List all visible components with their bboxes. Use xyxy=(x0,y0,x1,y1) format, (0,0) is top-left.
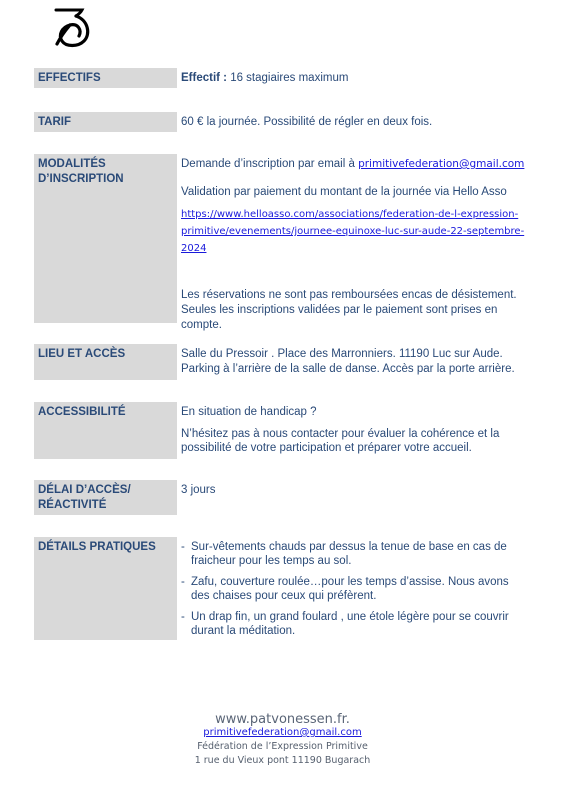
label-line2: D’INSCRIPTION xyxy=(38,173,124,185)
section-content xyxy=(181,71,536,85)
label-text: LIEU ET ACCÈS xyxy=(38,348,126,360)
handicap-text: N’hésitez pas à nous contacter pour évaluer la cohérence et la possibilité de votre participation et préparer votre accueil. xyxy=(181,428,500,454)
label-text: ACCESSIBILITÉ xyxy=(38,406,126,418)
section-content xyxy=(181,483,536,497)
section-content xyxy=(181,115,536,129)
label-line1: DÉLAI D’ACCÈS/ xyxy=(38,484,131,496)
footer-address: 1 rue du Vieux pont 11190 Bugarach xyxy=(194,755,371,766)
section-label xyxy=(34,154,177,323)
lieu-line1: Salle du Pressoir . Place des Marronniers. 11190 Luc sur Aude. xyxy=(181,348,503,360)
footer-website[interactable]: www.patvonessen.fr. xyxy=(215,712,350,727)
section-content xyxy=(181,157,536,333)
helloasso-link-line1[interactable]: https://www.helloasso.com/associations/federation-de-l-expression- xyxy=(181,209,519,220)
footer-org: Fédération de l’Expression Primitive xyxy=(197,741,368,752)
section-label xyxy=(34,112,177,132)
ae-monogram-icon xyxy=(48,8,94,48)
section-content xyxy=(181,540,511,645)
section-label xyxy=(34,68,177,88)
email-link[interactable]: primitivefederation@gmail.com xyxy=(358,158,525,170)
effectif-text: 16 stagiaires maximum xyxy=(227,72,349,84)
label-line1: MODALITÉS xyxy=(38,158,106,170)
section-content xyxy=(181,405,536,455)
label-text: EFFECTIFS xyxy=(38,72,101,84)
list-item: - Zafu, couverture roulée…pour les temps d’assise. Nous avons des chaises pour ceux qui préfèrent. xyxy=(181,576,509,602)
reservation-text: Les réservations ne sont pas remboursées encas de désistement. Seules les inscriptions validées par le paiement sont prises en compte. xyxy=(181,289,517,331)
footer-email xyxy=(0,727,565,738)
list-item: - Un drap fin, un grand foulard , une étole légère pour se couvrir durant la méditation. xyxy=(181,611,509,637)
label-text: DÉTAILS PRATIQUES xyxy=(38,541,156,553)
lieu-line2: Parking à l’arrière de la salle de danse. Accès par la porte arrière. xyxy=(181,363,515,375)
validation-text: Validation par paiement du montant de la journée via Hello Asso xyxy=(181,186,507,198)
label-text: TARIF xyxy=(38,116,72,128)
helloasso-link[interactable] xyxy=(181,206,536,257)
section-label xyxy=(34,537,177,640)
footer-email-link[interactable]: primitivefederation@gmail.com xyxy=(203,727,362,738)
section-label xyxy=(34,402,177,459)
inscription-prefix: Demande d’inscription par email à xyxy=(181,158,359,170)
tarif-text: 60 € la journée. Possibilité de régler en deux fois. xyxy=(181,116,433,128)
helloasso-link-line2[interactable]: primitive/evenements/journee-equinoxe-luc-sur-aude-22-septembre-2024 xyxy=(181,226,525,254)
label-line2: RÉACTIVITÉ xyxy=(38,499,107,511)
handicap-question: En situation de handicap ? xyxy=(181,406,317,418)
section-content xyxy=(181,347,536,377)
section-label xyxy=(34,344,177,380)
delai-text: 3 jours xyxy=(181,484,216,496)
section-label xyxy=(34,480,177,515)
effectif-bold: Effectif : xyxy=(181,72,227,84)
list-item: - Sur-vêtements chauds par dessus la tenue de base en cas de fraicheur pour les temps au sol. xyxy=(181,541,507,567)
inscription-line xyxy=(181,157,536,171)
